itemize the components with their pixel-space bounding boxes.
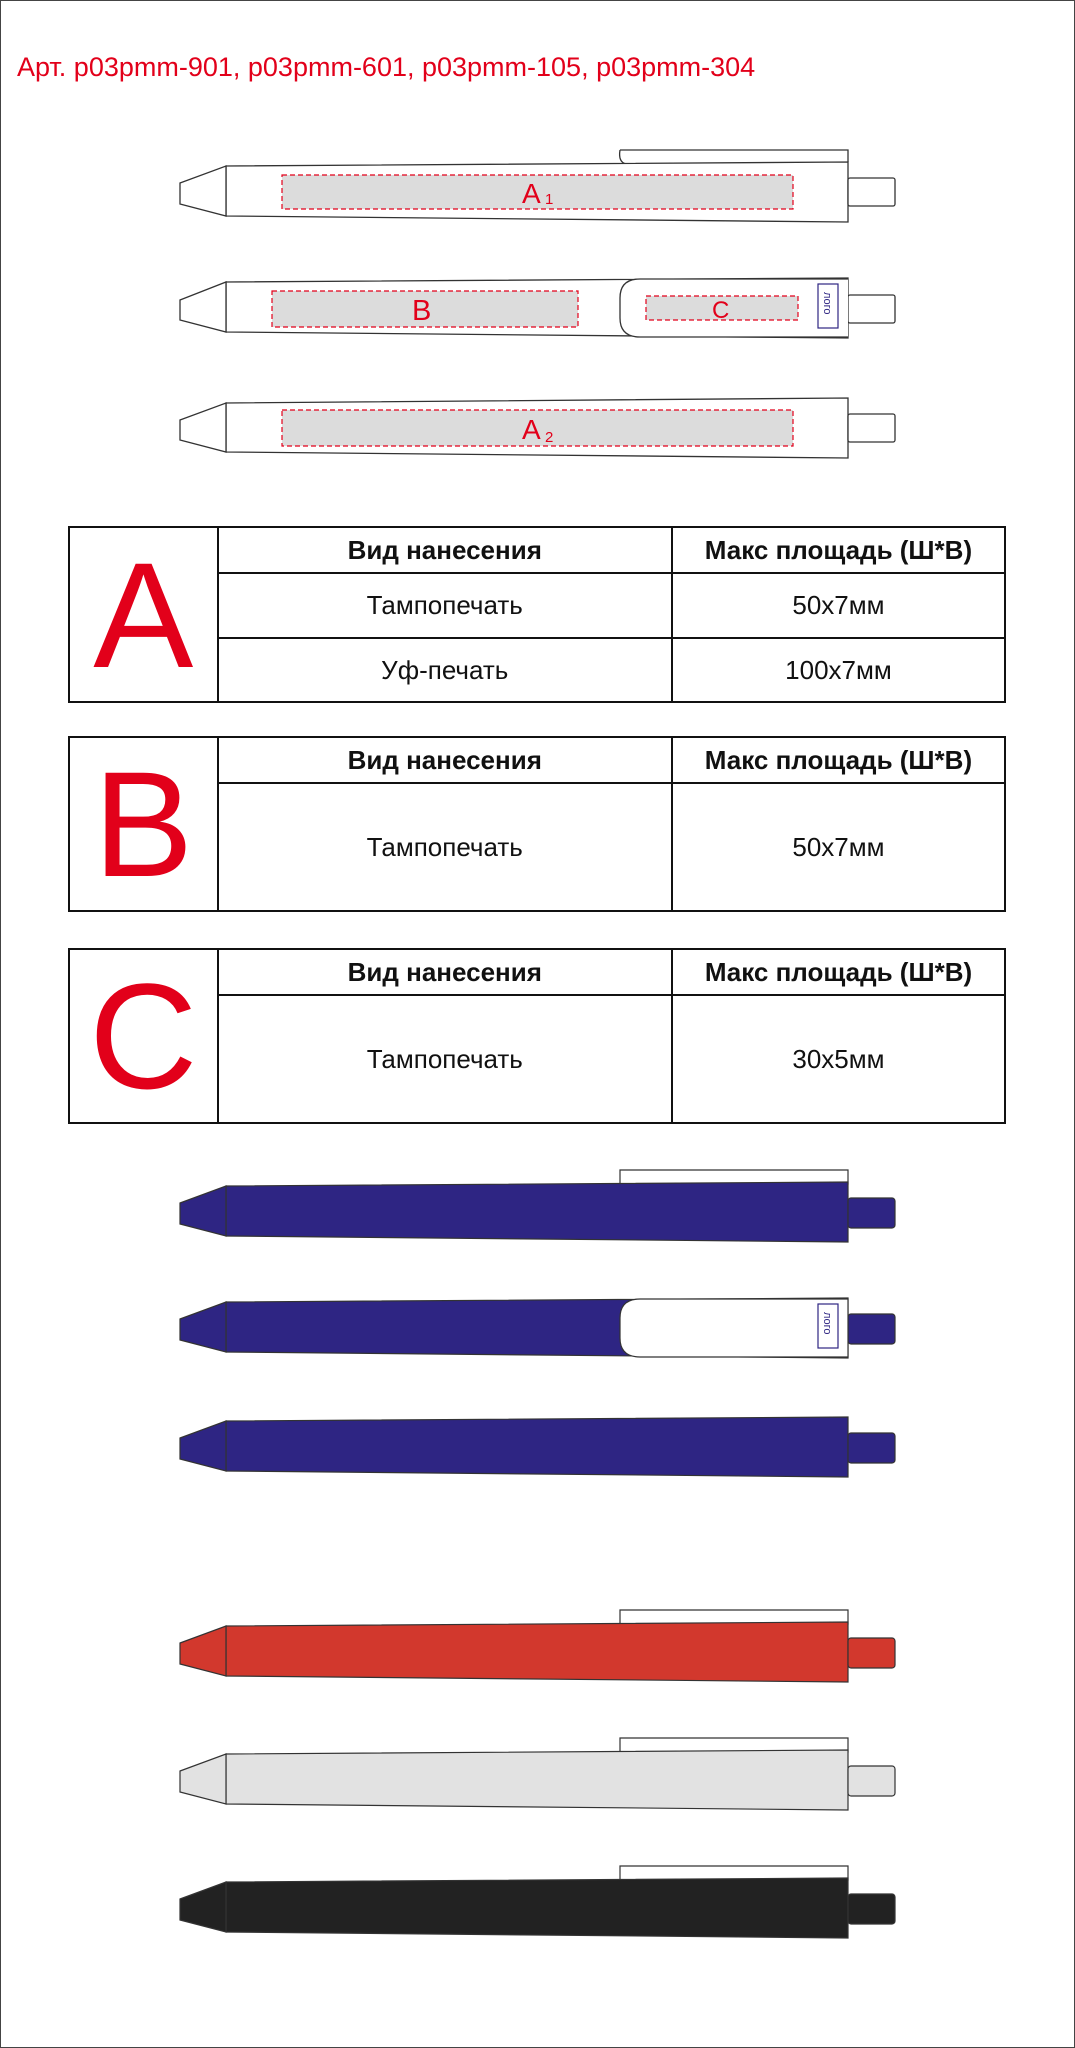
spec-table-b bbox=[68, 736, 1006, 912]
label-a1: A bbox=[522, 178, 541, 209]
label-a1-sub: 1 bbox=[545, 191, 554, 208]
spec-table-c bbox=[68, 948, 1006, 1124]
column-header-method: Вид нанесения bbox=[218, 949, 672, 995]
pen-variant-top bbox=[180, 1170, 895, 1242]
table-cell-size: 100х7мм bbox=[672, 638, 1005, 702]
table-cell-size: 30х5мм bbox=[672, 995, 1005, 1123]
pen-variant-top bbox=[180, 1866, 895, 1938]
label-a2-sub: 2 bbox=[545, 429, 554, 446]
table-cell-method: Тампопечать bbox=[218, 573, 672, 638]
pen-variant-side-with-logo bbox=[180, 1298, 895, 1358]
table-cell-size: 50х7мм bbox=[672, 783, 1005, 911]
column-header-size: Макс площадь (Ш*В) bbox=[672, 737, 1005, 783]
label-c: C bbox=[712, 297, 730, 324]
pen-outline-top bbox=[180, 150, 895, 222]
table-letter-a: A bbox=[69, 527, 218, 702]
color-variants bbox=[0, 1160, 1075, 1990]
table-cell-size: 50х7мм bbox=[672, 573, 1005, 638]
table-letter-c: C bbox=[69, 949, 218, 1123]
pen-outline-side bbox=[180, 278, 895, 338]
article-title: Арт. p03pmm-901, p03pmm-601, p03pmm-105, p03pmm-304 bbox=[17, 52, 756, 82]
column-header-size: Макс площадь (Ш*В) bbox=[672, 949, 1005, 995]
column-header-method: Вид нанесения bbox=[218, 527, 672, 573]
pen-variant-top bbox=[180, 1610, 895, 1682]
label-b: B bbox=[412, 295, 432, 327]
column-header-method: Вид нанесения bbox=[218, 737, 672, 783]
pen-variant-bottom bbox=[180, 1417, 895, 1477]
column-header-size: Макс площадь (Ш*В) bbox=[672, 527, 1005, 573]
logo-text: лого bbox=[821, 1312, 833, 1335]
pen-outline-bottom bbox=[180, 398, 895, 458]
table-cell-method: Тампопечать bbox=[218, 783, 672, 911]
table-cell-method: Тампопечать bbox=[218, 995, 672, 1123]
table-cell-method: Уф-печать bbox=[218, 638, 672, 702]
spec-table-a bbox=[68, 526, 1006, 703]
table-letter-b: B bbox=[69, 737, 218, 911]
logo-text: лого bbox=[821, 292, 833, 315]
label-a2: A bbox=[522, 414, 541, 445]
pen-variant-top bbox=[180, 1738, 895, 1810]
